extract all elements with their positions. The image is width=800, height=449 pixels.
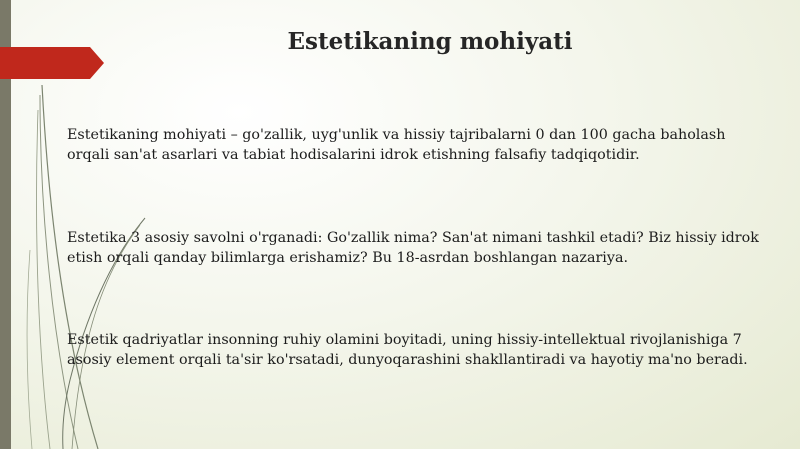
paragraph-values: Estetik qadriyatlar insonning ruhiy olamini boyitadi, uning hissiy-intellektual rivojlanishiga 7 asosiy element orqali ta'sir ko'rsatadi, dunyoqarashini shakllantiradi va hayotiy ma'no beradi. xyxy=(67,332,748,368)
decor-stroke-6 xyxy=(27,250,32,449)
decor-stroke-3 xyxy=(37,110,51,449)
red-arrow-tab xyxy=(0,47,104,79)
paragraph-essence: Estetikaning mohiyati – go'zallik, uyg'unlik va hissiy tajribalarni 0 dan 100 gacha baholash orqali san'at asarlari va tabiat hodisalarini idrok etishning falsafiy tadqiqotidir. xyxy=(67,127,726,163)
slide-title: Estetikaning mohiyati xyxy=(287,28,573,55)
paragraph-questions: Estetika 3 asosiy savolni o'rganadi: Go'zallik nima? San'at nimani tashkil etadi? Biz hissiy idrok etish orqali qanday bilimlarga erishamiz? Bu 18-asrdan boshlangan nazariya. xyxy=(67,230,759,266)
